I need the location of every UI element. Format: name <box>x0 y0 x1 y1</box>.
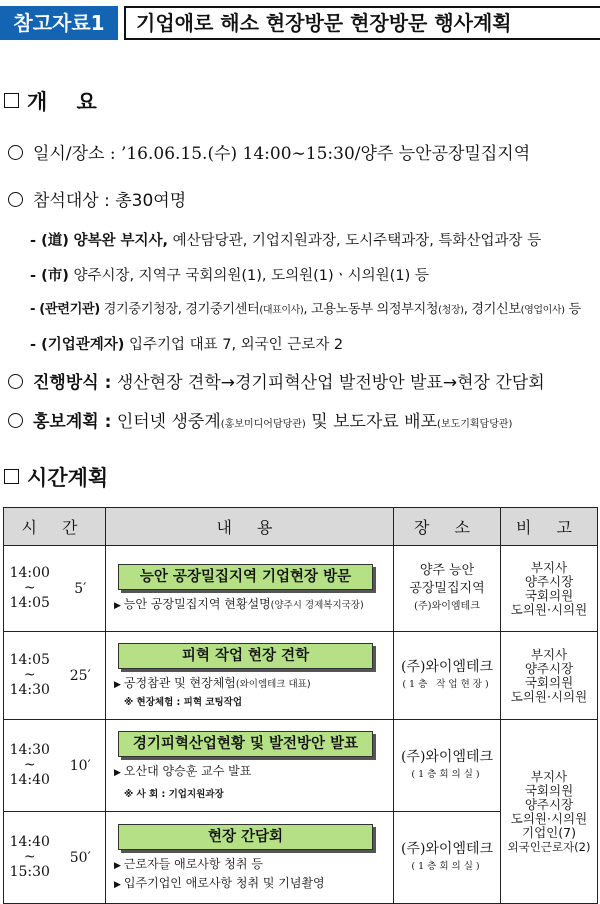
duration: 5′ <box>56 546 106 632</box>
triangle-bullet-icon: ▶ <box>114 767 121 778</box>
agenda-title: 능안 공장밀집지역 기업현장 방문 <box>118 564 373 590</box>
table-row <box>4 632 598 720</box>
content-cell <box>106 720 394 812</box>
triangle-bullet-icon: ▶ <box>114 601 121 611</box>
time-range: 14:30 ~ 14:40 <box>4 720 56 812</box>
list-item: ▶ 오산대 양승훈 교수 발표 <box>114 763 252 778</box>
table-header-row <box>4 508 598 546</box>
schedule-table <box>3 507 598 904</box>
attendee-group-city: - (市) 양주시장, 지역구 국회의원(1), 도의원(1)ㆍ시의원(1) 등 <box>30 268 429 284</box>
note-cell: 부지사 양주시장 국회의원 도의원·시의원 <box>501 546 598 632</box>
list-item: ▶ 근로자들 애로사항 청취 등 <box>114 856 263 871</box>
agenda-title: 피혁 작업 현장 견학 <box>118 643 373 669</box>
circle-bullet-icon <box>8 192 23 207</box>
pr-plan-line: 홍보계획 : 인터넷 생중계(홍보미디어담당관) 및 보도자료 배포(보도기획담당관) <box>8 407 512 432</box>
datetime-line: 일시/장소 : ’16.06.15.(수) 14:00∼15:30/양주 능안공장밀집지역 <box>8 139 530 164</box>
attendee-group-agencies: - (관련기관) 경기중기청장, 경기중기센터(대표이사), 고용노동부 의정부지청(청장), 경기신보(영업이사) 등 <box>30 302 581 317</box>
content-cell <box>106 632 394 720</box>
circle-bullet-icon <box>8 145 23 160</box>
duration: 50′ <box>56 812 106 904</box>
note-cell: 부지사 양주시장 국회의원 도의원·시의원 <box>501 632 598 720</box>
circle-bullet-icon <box>8 413 23 428</box>
place-cell: (주)와이엠테크 (1층 작업현장) <box>394 632 501 720</box>
schedule-heading: 시간계획 <box>4 462 108 492</box>
agenda-title: 현장 간담회 <box>118 824 373 850</box>
list-item: ▶ 공정참관 및 현장체험(와이엠테크 대표) <box>114 675 311 690</box>
circle-bullet-icon <box>8 374 23 389</box>
list-item: ▶ 능안 공장밀집지역 현황설명(양주시 경제복지국장) <box>114 597 364 611</box>
merged-note-cell: 부지사 국회의원 양주시장 도의원·시의원 기업인(7) 외국인근로자(2) <box>501 720 598 904</box>
list-item: ▶ 입주기업인 애로사항 청취 및 기념촬영 <box>114 875 325 890</box>
table-row <box>4 546 598 632</box>
attendee-group-province: - (道) 양복완 부지사, 예산담당관, 기업지원과장, 도시주택과장, 특화산업과장 등 <box>30 233 542 249</box>
place-cell: (주)와이엠테크 (1층회의실) <box>394 720 501 812</box>
triangle-bullet-icon: ▶ <box>114 860 121 871</box>
attendees-line: 참석대상 : 총30여명 <box>8 186 186 211</box>
checkbox-square-icon <box>4 93 19 108</box>
reference-badge: 참고자료1 <box>0 6 118 40</box>
place-cell: 양주 능안 공장밀집지역 (주)와이엠테크 <box>394 546 501 632</box>
checkbox-square-icon <box>4 469 19 484</box>
note-remark: ※ 사 회 : 기업지원과장 <box>124 788 224 800</box>
column-header-place: 장 소 <box>394 508 501 546</box>
content-cell <box>106 546 394 632</box>
note-remark: ※ 현장체험 : 피혁 코팅작업 <box>124 696 243 708</box>
column-header-content: 내 용 <box>106 508 394 546</box>
duration: 25′ <box>56 632 106 720</box>
attendee-group-companies: - (기업관계자) 입주기업 대표 7, 외국인 근로자 2 <box>30 337 344 353</box>
content-cell <box>106 812 394 904</box>
table-row <box>4 720 598 812</box>
time-range: 14:00 ~ 14:05 <box>4 546 56 632</box>
progress-line: 진행방식 : 생산현장 견학→경기피혁산업 발전방안 발표→현장 간담회 <box>8 368 545 393</box>
place-cell: (주)와이엠테크 (1층회의실) <box>394 812 501 904</box>
column-header-time: 시 간 <box>4 508 106 546</box>
time-range: 14:05 ~ 14:30 <box>4 632 56 720</box>
document-title: 기업애로 해소 현장방문 현장방문 행사계획 <box>124 6 600 40</box>
triangle-bullet-icon: ▶ <box>114 879 121 890</box>
column-header-note: 비 고 <box>501 508 598 546</box>
time-range: 14:40 ~ 15:30 <box>4 812 56 904</box>
overview-heading: 개 요 <box>4 86 97 116</box>
triangle-bullet-icon: ▶ <box>114 679 121 690</box>
duration: 10′ <box>56 720 106 812</box>
agenda-title: 경기피혁산업현황 및 발전방안 발표 <box>118 731 373 757</box>
